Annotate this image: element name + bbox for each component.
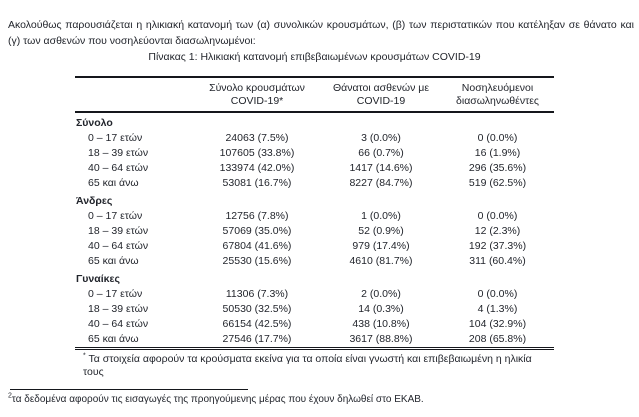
intubated-cell: 519 (62.5%)	[468, 177, 527, 189]
cases-cell: 12756 (7.8%)	[225, 210, 289, 222]
header-cell-deaths	[321, 77, 441, 112]
age-label: 18 – 39 ετών	[88, 303, 149, 315]
table-caption: Πίνακας 1: Ηλικιακή κατανομή επιβεβαιωμένων κρουσμάτων COVID-19	[148, 51, 481, 63]
age-label: 40 – 64 ετών	[88, 240, 149, 252]
age-label: 40 – 64 ετών	[88, 318, 149, 330]
intubated-cell: 12 (2.3%)	[474, 225, 521, 237]
intubated-cell: 208 (65.8%)	[468, 333, 527, 345]
deaths-cell: 1 (0.0%)	[361, 210, 401, 222]
age-label: 40 – 64 ετών	[88, 162, 149, 174]
page-footnote-text: τα δεδομένα αφορούν τις εισαγωγές της προηγούμενης μέρας που έχουν δηλωθεί στο ΕΚΑΒ.	[11, 394, 424, 405]
age-label: 18 – 39 ετών	[88, 147, 149, 159]
age-label: 0 – 17 ετών	[88, 210, 143, 222]
age-label: 18 – 39 ετών	[88, 225, 149, 237]
header-row	[75, 77, 554, 112]
header-deaths-line2: COVID-19	[356, 95, 406, 107]
cases-cell: 11306 (7.3%)	[225, 288, 289, 300]
header-cases-line2: COVID-19*	[230, 95, 284, 107]
header-intubated-line2: διασωληνωθέντες	[456, 95, 539, 107]
deaths-cell: 4610 (81.7%)	[349, 255, 413, 267]
header-cell-intubated	[441, 77, 554, 112]
header-cell-empty	[75, 77, 193, 112]
section-label: Σύνολο	[76, 117, 113, 129]
age-label: 65 και άνω	[88, 333, 139, 345]
intubated-cell: 311 (60.4%)	[469, 255, 526, 267]
age-label: 65 και άνω	[88, 177, 139, 189]
intubated-cell: 296 (35.6%)	[468, 162, 527, 174]
table-footnote-marker: *	[83, 352, 86, 360]
cases-cell: 66154 (42.5%)	[222, 318, 292, 330]
table-row	[75, 239, 554, 254]
table-row	[75, 287, 554, 302]
deaths-cell: 979 (17.4%)	[352, 240, 410, 252]
page-footnote	[8, 393, 608, 406]
table-row	[75, 317, 554, 332]
intubated-cell: 4 (1.3%)	[477, 303, 518, 315]
intubated-cell: 0 (0.0%)	[477, 210, 518, 222]
deaths-cell: 66 (0.7%)	[358, 147, 404, 159]
page-footnote-marker: 2	[8, 392, 12, 400]
table-footnote	[75, 353, 554, 379]
cases-cell: 53081 (16.7%)	[222, 177, 292, 189]
cases-cell: 133974 (42.0%)	[219, 162, 295, 174]
deaths-cell: 8227 (84.7%)	[349, 177, 413, 189]
cases-cell: 67804 (41.6%)	[222, 240, 292, 252]
deaths-cell: 14 (0.3%)	[358, 303, 404, 315]
table-row	[75, 209, 554, 224]
section-label: Άνδρες	[76, 195, 113, 207]
deaths-cell: 438 (10.8%)	[352, 318, 410, 330]
table-row	[75, 254, 554, 269]
intubated-cell: 16 (1.9%)	[474, 147, 521, 159]
header-cases-line1: Σύνολο κρουσμάτων	[209, 82, 305, 94]
table-row	[75, 176, 554, 191]
cases-cell: 57069 (35.0%)	[222, 225, 292, 237]
intubated-cell: 192 (37.3%)	[468, 240, 527, 252]
header-intubated-line1: Νοσηλευόμενοι	[461, 82, 534, 94]
table-row	[75, 146, 554, 161]
cases-cell: 50530 (32.5%)	[222, 303, 292, 315]
table-row	[75, 161, 554, 176]
age-label: 0 – 17 ετών	[88, 288, 143, 300]
section-row-men	[75, 191, 554, 209]
age-label: 65 και άνω	[88, 255, 139, 267]
header-cell-cases	[193, 77, 321, 112]
section-label: Γυναίκες	[76, 273, 120, 285]
section-row-total	[75, 112, 554, 131]
table-row	[75, 224, 554, 239]
table-container	[75, 76, 554, 379]
covid-age-distribution-table	[75, 76, 554, 350]
table-row	[75, 302, 554, 317]
intro-paragraph: Ακολούθως παρουσιάζεται η ηλικιακή κατανομή των (α) συνολικών κρουσμάτων, (β) των περιστατικών που κατέληξαν σε θάνατο και (γ) των ασθενών που νοσηλεύονται διασωληνωμένοι:	[8, 18, 634, 47]
deaths-cell: 3617 (88.8%)	[349, 333, 413, 345]
section-row-women	[75, 269, 554, 287]
cases-cell: 27546 (17.7%)	[222, 333, 292, 345]
cases-cell: 107605 (33.8%)	[219, 147, 295, 159]
age-label: 0 – 17 ετών	[88, 132, 143, 144]
table-row	[75, 332, 554, 349]
deaths-cell: 52 (0.9%)	[358, 225, 404, 237]
deaths-cell: 3 (0.0%)	[361, 132, 401, 144]
table-footnote-text: Τα στοιχεία αφορούν τα κρούσματα εκείνα για τα οποία είναι γνωστή και επιβεβαιωμένη η ηλικία τους	[83, 353, 532, 378]
table-row	[75, 131, 554, 146]
intubated-cell: 0 (0.0%)	[477, 288, 518, 300]
deaths-cell: 2 (0.0%)	[361, 288, 401, 300]
intubated-cell: 104 (32.9%)	[468, 318, 527, 330]
intubated-cell: 0 (0.0%)	[477, 132, 518, 144]
cases-cell: 24063 (7.5%)	[225, 132, 289, 144]
header-deaths-line1: Θάνατοι ασθενών με	[332, 82, 430, 94]
footnote-separator-line	[10, 389, 248, 390]
cases-cell: 25530 (15.6%)	[222, 255, 292, 267]
deaths-cell: 1417 (14.6%)	[349, 162, 413, 174]
